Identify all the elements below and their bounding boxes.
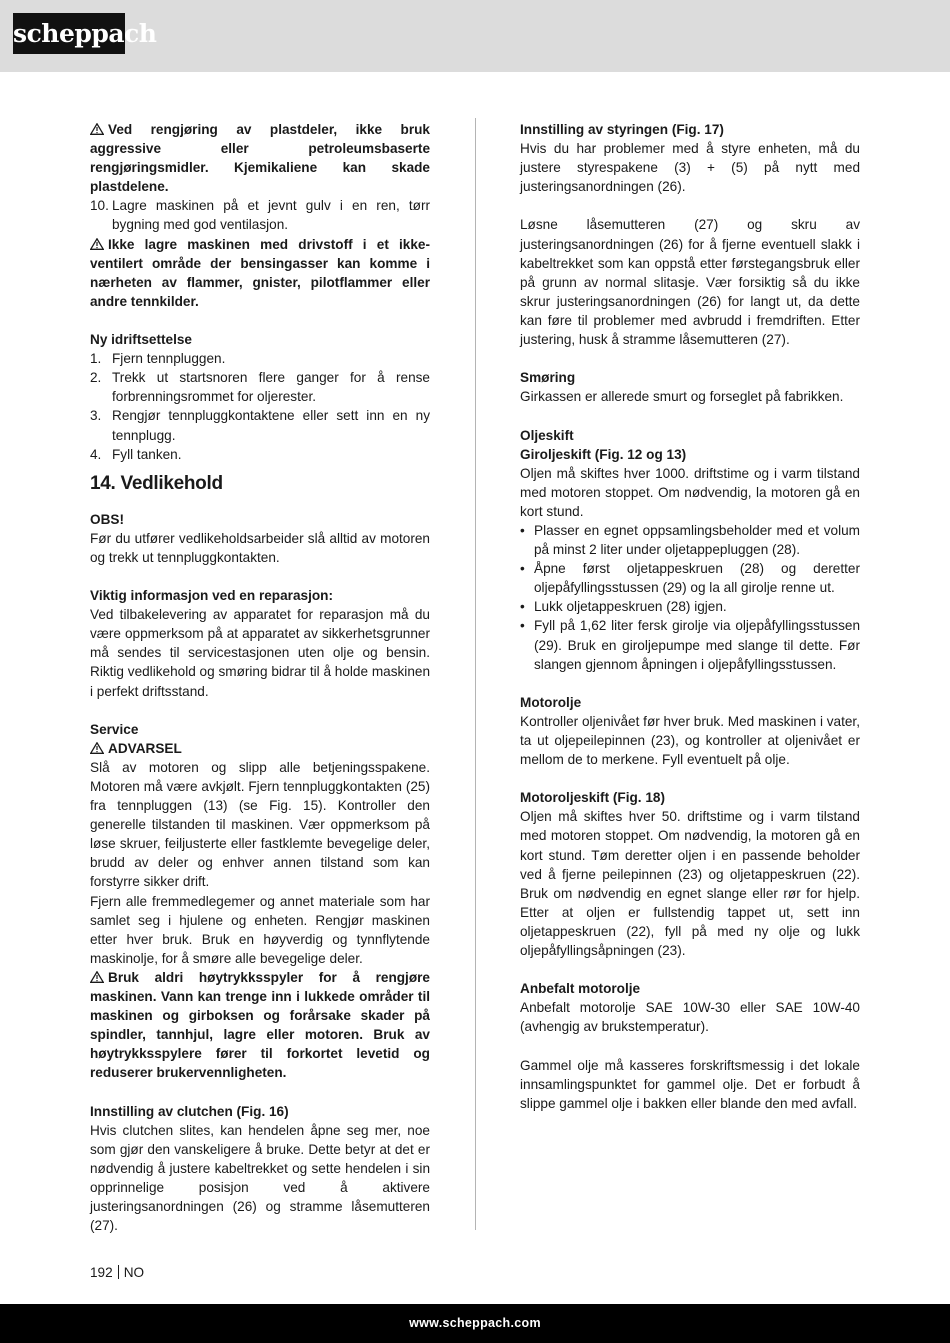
list-item: • Fyll på 1,62 liter fersk girolje via oljepåfyllingsstussen (29). Bruk en giroljepumpe med slange til dette. Før slangen gjennom åpningen i oljepåfyllingsstussen. [520, 618, 860, 672]
motoroljeskift-heading: Motoroljeskift (Fig. 18) [520, 790, 666, 806]
column-divider [475, 118, 476, 1230]
girolje-text: Oljen må skiftes hver 1000. driftstime og i varm tilstand med motoren stoppet. Om nødvendig, la motoren gå en kort stund. [520, 465, 860, 519]
service-text-1: Slå av motoren og slipp alle betjeningsspakene. Motoren må være avkjølt. Fjern tennpluggkontakten (25) fra tennpluggen (13) (se Fig. 15). Kontroller den generelle tilstanden til maskinen. Vær oppmerksom på løse skruer, feiljusterte eller fastklemte bevegelige deler, brudd av deler og enhver annen tilstand som kan forstyrre sikker drift. [90, 759, 430, 890]
anbefalt-text: Anbefalt motorolje SAE 10W-30 eller SAE 10W-40 (avhengig av brukstemperatur). [520, 1000, 860, 1035]
ny-idriftsettelse-heading: Ny idriftsettelse [90, 332, 192, 348]
list-item-10: 10. Lagre maskinen på et jevnt gulv i en ren, tørr bygning med god ventilasjon. [90, 198, 430, 233]
page-number: 192 NO [90, 1265, 145, 1280]
girolje-heading: Giroljeskift (Fig. 12 og 13) [520, 446, 687, 462]
warning-storage: Ikke lagre maskinen med drivstoff i et ikke-ventilert område der bensingasser kan komme i nærheten av flammer, gnister, pilotflammer eller andre tennkilder. [90, 236, 430, 309]
smoring-heading: Smøring [520, 370, 576, 386]
right-column [520, 120, 860, 1113]
list-item: • Åpne først oljetappeskruen (28) og deretter oljepåfyllingsstussen (29) og la all girolje renne ut. [520, 561, 860, 596]
warning-icon [90, 971, 104, 983]
anbefalt-heading: Anbefalt motorolje [520, 981, 641, 997]
left-column [90, 120, 430, 1235]
list-item: 2. Trekk ut startsnoren flere ganger for å rense forbrenningsrommet for oljerester. [90, 370, 430, 405]
scheppach-logo: scheppach [13, 13, 125, 54]
motorolje-text: Kontroller oljenivået før hver bruk. Med maskinen i vater, ta ut oljepeilepinnen (23), og kontroller at oljenivået er mellom de to merkene. Fyll eventuelt på olje. [520, 713, 860, 768]
gammel-olje-text: Gammel olje må kasseres forskriftsmessig i det lokale innsamlingspunktet for gammel olje. Det er forbudt å slippe gammel olje i bakken eller blande den med avfall. [520, 1057, 860, 1111]
list-item: 1. Fjern tennpluggen. [90, 351, 226, 367]
advarsel-label: ADVARSEL [90, 739, 430, 758]
list-item: 4. Fyll tanken. [90, 446, 182, 462]
section-title-vedlikehold: 14. Vedlikehold [90, 472, 223, 494]
list-item: • Lukk oljetappeskruen (28) igjen. [520, 599, 727, 615]
clutch-heading: Innstilling av clutchen (Fig. 16) [90, 1103, 289, 1119]
warning-icon [90, 238, 104, 250]
service-heading: Service [90, 721, 139, 737]
smoring-text: Girkassen er allerede smurt og forseglet på fabrikken. [520, 389, 844, 405]
motorolje-heading: Motorolje [520, 694, 582, 710]
warning-high-pressure: Bruk aldri høytrykksspyler for å rengjøre maskinen. Vann kan trenge inn i lukkede områder til maskinen og girboksen og forårsake skader på spindler, tannhjul, lagre eller motoren. Bruk av høytrykksspylere fører til forkortet levetid og reduserer brukervennligheten. [90, 969, 430, 1081]
styring-text-1: Hvis du har problemer med å styre enheten, må du justere styrespakene (3) + (5) på nytt med justeringsanordningen (26). [520, 141, 860, 195]
styring-text-2: Løsne låsemutteren (27) og skru av justeringsanordningen (26) for å fjerne eventuell slakk i kabeltrekket som kan oppstå etter førstegangsbruk eller på grunn av normal slitasje. Vær forsiktig så du ikke skrur justeringsanordningen (26) for langt ut, da dette kan føre til problemer med avbrudd i fremdriften. Etter justering, husk å stramme låsemutteren (27). [520, 217, 860, 348]
viktig-text: Ved tilbakelevering av apparatet for reparasjon må du være oppmerksom på at apparatet av sikkerhetsgrunner må sendes til servicestasjonen uten olje og bensin. Riktig vedlikehold og smøring bidrar til å holde maskinen i perfekt driftsstand. [90, 607, 431, 699]
warning-icon [90, 123, 104, 135]
warning-plastic: Ved rengjøring av plastdeler, ikke bruk aggressive eller petroleumsbaserte rengjøringsmidler. Kjemikaliene kan skade plastdelene. [90, 122, 430, 195]
styring-heading: Innstilling av styringen (Fig. 17) [520, 122, 724, 137]
service-text-2: Fjern alle fremmedlegemer og annet materiale som har samlet seg i hjulene og enheten. Rengjør maskinen etter hver bruk. Bruk en høyverdig og tynnflytende maskinolje, for å smøre alle bevegelige deler. [90, 893, 430, 966]
obs-text: Før du utfører vedlikeholdsarbeider slå alltid av motoren og trekk ut tennpluggkontakten. [90, 530, 430, 565]
motoroljeskift-text: Oljen må skiftes hver 50. driftstime og i varm tilstand med motoren stoppet. Om nødvendig, la motoren gå en kort stund. Tøm deretter oljen i en passende beholder ved å fjerne peilepinnen (23) og oljetappeskruen (22). Bruk om nødvendig en egnet slange eller rør for hjelp. Etter at oljen er fullstendig tappet ut, sett inn oljetappeskruen (22), fyll på med ny olje og lukk oljepåfyllingsåpningen (23). [520, 809, 860, 959]
list-item: 3. Rengjør tennpluggkontaktene eller sett inn en ny tennplugg. [90, 408, 430, 443]
clutch-text: Hvis clutchen slites, kan hendelen åpne seg mer, noe som gjør den vanskeligere å bruke. Dette betyr at det er nødvendig å justere kabeltrekket og sette hendelen i sin opprinnelige posisjon ved å aktivere justeringsanordningen (26) og stramme låsemutteren (27). [90, 1122, 430, 1234]
oljeskift-heading: Oljeskift [520, 427, 574, 443]
obs-heading: OBS! [90, 511, 124, 527]
list-item: • Plasser en egnet oppsamlingsbeholder med et volum på minst 2 liter under oljetappepluggen (28). [520, 522, 860, 558]
warning-icon [90, 742, 104, 754]
viktig-heading: Viktig informasjon ved en reparasjon: [90, 588, 333, 604]
website-url: www.scheppach.com [409, 1316, 541, 1330]
page-header [0, 0, 950, 72]
page-footer [0, 1304, 950, 1343]
